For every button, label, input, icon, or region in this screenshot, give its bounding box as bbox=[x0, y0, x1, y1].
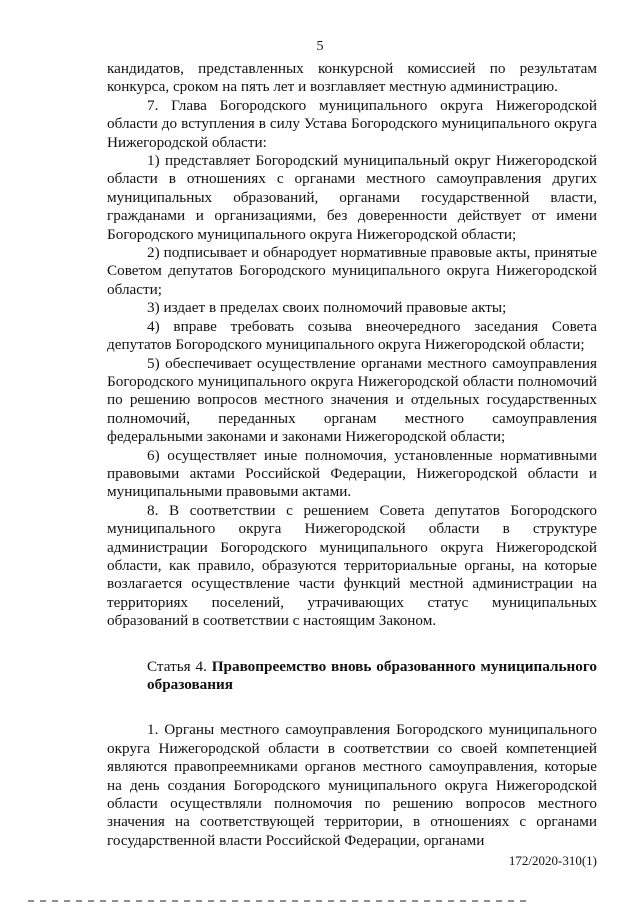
document-code: 172/2020-310(1) bbox=[508, 853, 597, 868]
page-number: 5 bbox=[316, 39, 324, 54]
document-body bbox=[107, 60, 597, 850]
paragraph-7-item-1: 1) представляет Богородский муниципальный округ Нижегородской области в отношениях с органами местного самоуправления других муниципальных образований, органами государственной власти, гражданами и организациями, без доверенности действует от имени Богородского муниципального округа Нижегородской области; bbox=[107, 152, 597, 243]
article-prefix: Статья 4. bbox=[147, 657, 212, 675]
scan-edge-artifact bbox=[28, 900, 528, 902]
paragraph-7-item-6: 6) осуществляет иные полномочия, установленные нормативными правовыми актами Российской Федерации, Нижегородской области и муниципальными правовыми актами. bbox=[107, 446, 597, 501]
paragraph-7-item-2: 2) подписывает и обнародует нормативные правовые акты, принятые Советом депутатов Богородского муниципального округа Нижегородской области; bbox=[107, 244, 597, 298]
paragraph-7-item-3: 3) издает в пределах своих полномочий правовые акты; bbox=[147, 299, 507, 317]
article-4-paragraph-1: 1. Органы местного самоуправления Богородского муниципального округа Нижегородской области в соответствии со своей компетенцией являются правопреемниками органов местного самоуправления, которые на день создания Богородского муниципального округа Нижегородской области осуществляли полномочия по решению вопросов местного значения на соответствующей территории, в отношениях с органами государственной власти Российской Федерации, органами bbox=[107, 721, 597, 849]
paragraph-7-item-4: 4) вправе требовать созыва внеочередного заседания Совета депутатов Богородского муниципального округа Нижегородской области; bbox=[107, 317, 597, 354]
paragraph-7: 7. Глава Богородского муниципального округа Нижегородской области до вступления в силу Устава Богородского муниципального округа Нижегородской области: bbox=[107, 96, 597, 151]
article-title: Правопреемство вновь образованного муниципального образования bbox=[147, 657, 597, 693]
paragraph-7-item-5: 5) обеспечивает осуществление органами местного самоуправления Богородского муниципального округа Нижегородской области полномочий по решению вопросов местного значения и отдельных государственных полномочий, переданных органам местного самоуправления федеральными законами и законами Нижегородской области; bbox=[107, 354, 597, 446]
paragraph-continuation: кандидатов, представленных конкурсной комиссией по результатам конкурса, сроком на пять лет и возглавляет местную администрацию. bbox=[107, 60, 597, 96]
paragraph-8: 8. В соответствии с решением Совета депутатов Богородского муниципального округа Нижегородской области в структуре администрации Богородского муниципального округа Нижегородской области, как правило, образуются территориальные органы, на которые возлагается осуществление части функций местной администрации на территориях поселений, утрачивающих статус муниципальных образований в соответствии с настоящим Законом. bbox=[107, 501, 597, 630]
article-heading bbox=[107, 658, 597, 695]
